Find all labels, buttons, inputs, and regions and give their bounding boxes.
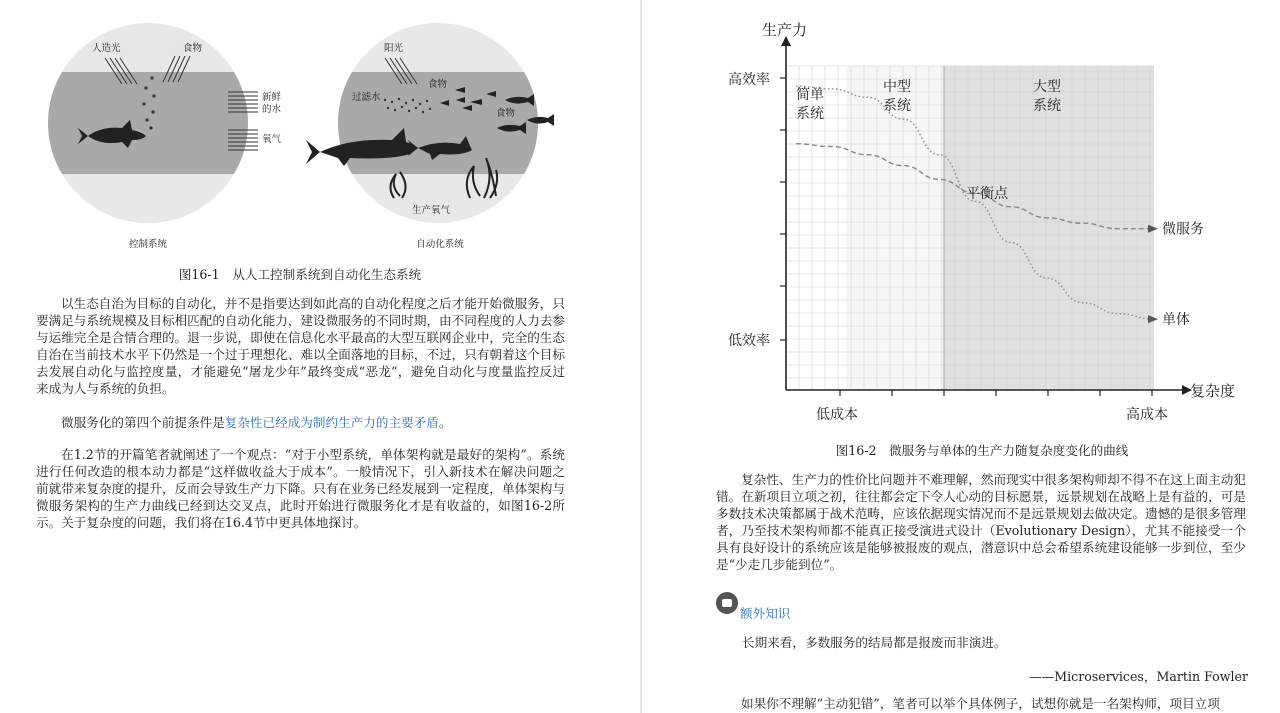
complexity-link[interactable]: 复杂性已经成为制约生产力的主要矛盾 [224, 415, 439, 430]
left-paragraph-2 [36, 414, 565, 431]
quote-text: 长期来看，多数服务的结局都是报废而非演进。 [742, 635, 1007, 650]
control-system-diagram [40, 23, 282, 250]
right-paragraph-2: 如果你不理解“主动犯错”，笔者可以举个具体例子，试想你就是一名架构师，项目立项 [741, 696, 1220, 711]
right-page [642, 0, 1280, 713]
oxygen-label: 氧气 [262, 134, 282, 145]
figure-16-2-caption: 图16-2 微服务与单体的生产力随复杂度变化的曲线 [835, 443, 1129, 458]
region-label-1-1: 系统 [883, 98, 911, 114]
artificial-light-label: 人造光 [92, 43, 121, 54]
region-label-1-0: 中型 [883, 79, 911, 95]
left-paragraph-1: 以生态自治为目标的自动化，并不是指要达到如此高的自动化程度之后才能开始微服务，只要满足与系统规模及目标相匹配的自动化能力，建设微服务的不同时期，由不同程度的人力去参与运维完全是合情合理的。退一步说，即使在信息化水平最高的大型互联网企业中，完全的生态自治在当前技术水平下仍然是一个过于理想化、难以全面落地的目标，不过，只有朝着这个目标去发展自动化与监控度量，才能避免“屠龙少年”最终变成“恶龙”，避免自动化与度量监控反过来成为人与系统的负担。 [36, 296, 565, 396]
automated-system-diagram [306, 23, 554, 250]
region-label-0-0: 简单 [796, 87, 824, 103]
filtered-water-label: 过滤水 [352, 92, 381, 103]
fresh-water-label-2: 的水 [262, 104, 282, 115]
region-label-2-0: 大型 [1033, 79, 1061, 95]
figure-16-2-chart [642, 0, 1280, 430]
quote-author: ——Microservices，Martin Fowler [1029, 669, 1248, 684]
auto-food-label-1: 食物 [428, 79, 448, 90]
left-paragraph-2-text: 微服务化的第四个前提条件是 [61, 415, 225, 430]
x-axis-label: 复杂度 [1190, 382, 1236, 400]
fresh-water-label-1: 新鲜 [262, 92, 282, 103]
x-tick-high-cost: 高成本 [1126, 407, 1168, 423]
left-paragraph-3: 在1.2节的开篇笔者就阐述了一个观点：“对于小型系统，单体架构就是最好的架构”。系统进行任何改造的根本动力都是“这样做收益大于成本”。一般情况下，引入新技术在解决问题之前就带来复杂度的提升，反而会导致生产力下降。只有在业务已经发展到一定程度，单体架构与微服务架构的生产力曲线已经到达交叉点，此时开始进行微服务化才是有收益的，如图16-2所示。关于复杂度的问题，我们将在16.4节中更具体地探讨。 [36, 447, 565, 530]
series-label-单体: 单体 [1162, 312, 1190, 329]
extra-knowledge-title: 额外知识 [740, 606, 791, 621]
large-system-region [944, 66, 1154, 390]
right-paragraph-1: 复杂性、生产力的性价比问题并不难理解，然而现实中很多架构师却不得不在这上面主动犯错。在新项目立项之初，往往都会定下令人心动的目标愿景，远景规划在战略上是有益的，可是多数技术决策都属于战术范畴，应该依据现实情况而不是远景规划去做决定。遗憾的是很多管理者，乃至技术架构师都不能真正接受演进式设计（Evolutionary Design），尤其不能接受一个具有良好设计的系统应该是能够被报废的观点，潜意识中总会希望系统建设能够一步到位，至少是“少走几步能到位”。 [716, 472, 1246, 572]
left-paragraph-2-end: 。 [438, 415, 452, 430]
figure-16-1-caption: 图16-1 从人工控制系统到自动化生态系统 [178, 267, 422, 282]
y-tick-high-efficiency: 高效率 [728, 72, 770, 88]
balance-point-label: 平衡点 [966, 186, 1008, 202]
extra-knowledge-icon [716, 592, 738, 614]
auto-food-label-2: 食物 [496, 108, 516, 119]
sunlight-label: 阳光 [384, 43, 404, 54]
control-system-label: 控制系统 [128, 239, 168, 250]
y-axis-label: 生产力 [762, 21, 808, 39]
control-food-label: 食物 [183, 43, 203, 54]
produce-oxygen-label: 生产氧气 [412, 205, 451, 216]
x-tick-low-cost: 低成本 [816, 407, 858, 423]
region-label-0-1: 系统 [796, 106, 824, 122]
region-label-2-1: 系统 [1033, 98, 1061, 114]
y-tick-low-efficiency: 低效率 [728, 333, 770, 349]
series-label-微服务: 微服务 [1162, 221, 1204, 238]
figure-16-1 [0, 20, 640, 280]
automated-system-label: 自动化系统 [416, 239, 464, 250]
